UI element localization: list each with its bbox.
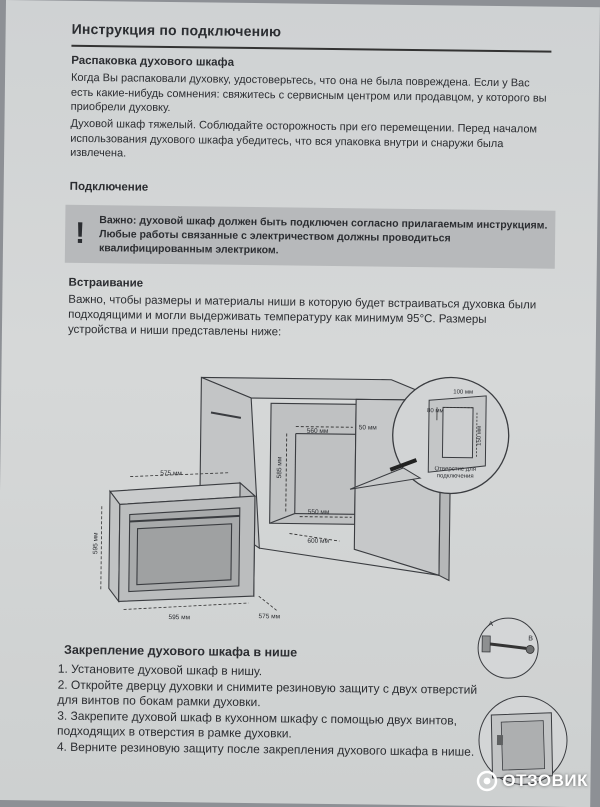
dim-detail-height: 150 мм — [477, 426, 483, 446]
dim-detail-depth: 80 мм — [427, 408, 444, 414]
mounting-step-2: 2. Откройте дверцу духовки и снимите резиновую защиту с двух отверстий для винтов по бокам рамки духовки. — [57, 677, 477, 713]
installation-paragraph: Важно, чтобы размеры и материалы ниши в которую будет встраиваться духовка были подходящими и могли выдерживать температуру как минимум 95°С. Размеры устройства и ниши представлены ниже: — [68, 293, 549, 344]
detail-caption: Отверстие для подключения — [420, 466, 490, 481]
section-heading-mounting: Закрепление духового шкафа в нише — [64, 643, 297, 660]
title-divider — [71, 45, 551, 53]
warning-box — [65, 205, 556, 269]
dim-niche-depth: 575 мм — [160, 470, 182, 477]
mounting-step-3: 3. Закрепите духовой шкаф в кухонном шкафу с помощью двух винтов, подходящих в отверстия в рамке духовки. — [57, 708, 477, 744]
installation-diagram — [88, 356, 531, 631]
section-heading-unpacking: Распаковка духового шкафа — [71, 55, 234, 69]
label-a: A — [488, 621, 493, 628]
unpacking-paragraph-1: Когда Вы распаковали духовку, удостоверьтесь, что она не была повреждена. Если у Вас есть какие-нибудь сомнения: свяжитесь с сервисным центром или продавцом, у которого вы приобрели духовку. — [71, 71, 551, 120]
dim-niche-gap: 50 мм — [359, 424, 378, 431]
dim-detail-width: 100 мм — [453, 389, 473, 395]
screw-diagram — [466, 612, 557, 685]
unpacking-paragraph-2: Духовой шкаф тяжелый. Соблюдайте осторожность при его перемещении. Перед началом использования духового шкафа убедитесь, что вся упаковка внутри и снаружи была извлечена. — [70, 117, 550, 166]
dim-oven-side: 575 мм — [258, 613, 280, 620]
dim-oven-depth: 550 мм — [308, 509, 330, 516]
watermark — [476, 770, 588, 792]
page-title: Инструкция по подключению — [72, 21, 282, 40]
exclamation-icon: ! — [75, 217, 89, 251]
mounting-step-4: 4. Верните резиновую защиту после закрепления духового шкафа в нише. — [57, 739, 477, 760]
dim-oven-height: 595 мм — [92, 532, 99, 554]
mounting-steps-list — [57, 662, 478, 760]
mounting-step-1: 1. Установите духовой шкаф в нишу. — [58, 662, 478, 683]
section-heading-installation: Встраивание — [68, 277, 143, 290]
dim-niche-width: 560 мм — [307, 428, 329, 435]
dim-niche-height: 585 мм — [276, 456, 283, 478]
label-b: B — [528, 635, 533, 642]
watermark-text: ОТЗОВИК — [502, 771, 588, 791]
section-heading-connection: Подключение — [70, 181, 149, 194]
dim-cabinet-depth: 600 мм — [307, 538, 329, 545]
warning-text: Важно: духовой шкаф должен быть подключен согласно прилагаемым инструкциям. Любые работы связанные с электричеством должны проводиться квалифицированным электриком. — [99, 213, 549, 260]
otzovik-logo-icon — [476, 770, 498, 792]
dim-oven-width: 595 мм — [168, 614, 190, 621]
